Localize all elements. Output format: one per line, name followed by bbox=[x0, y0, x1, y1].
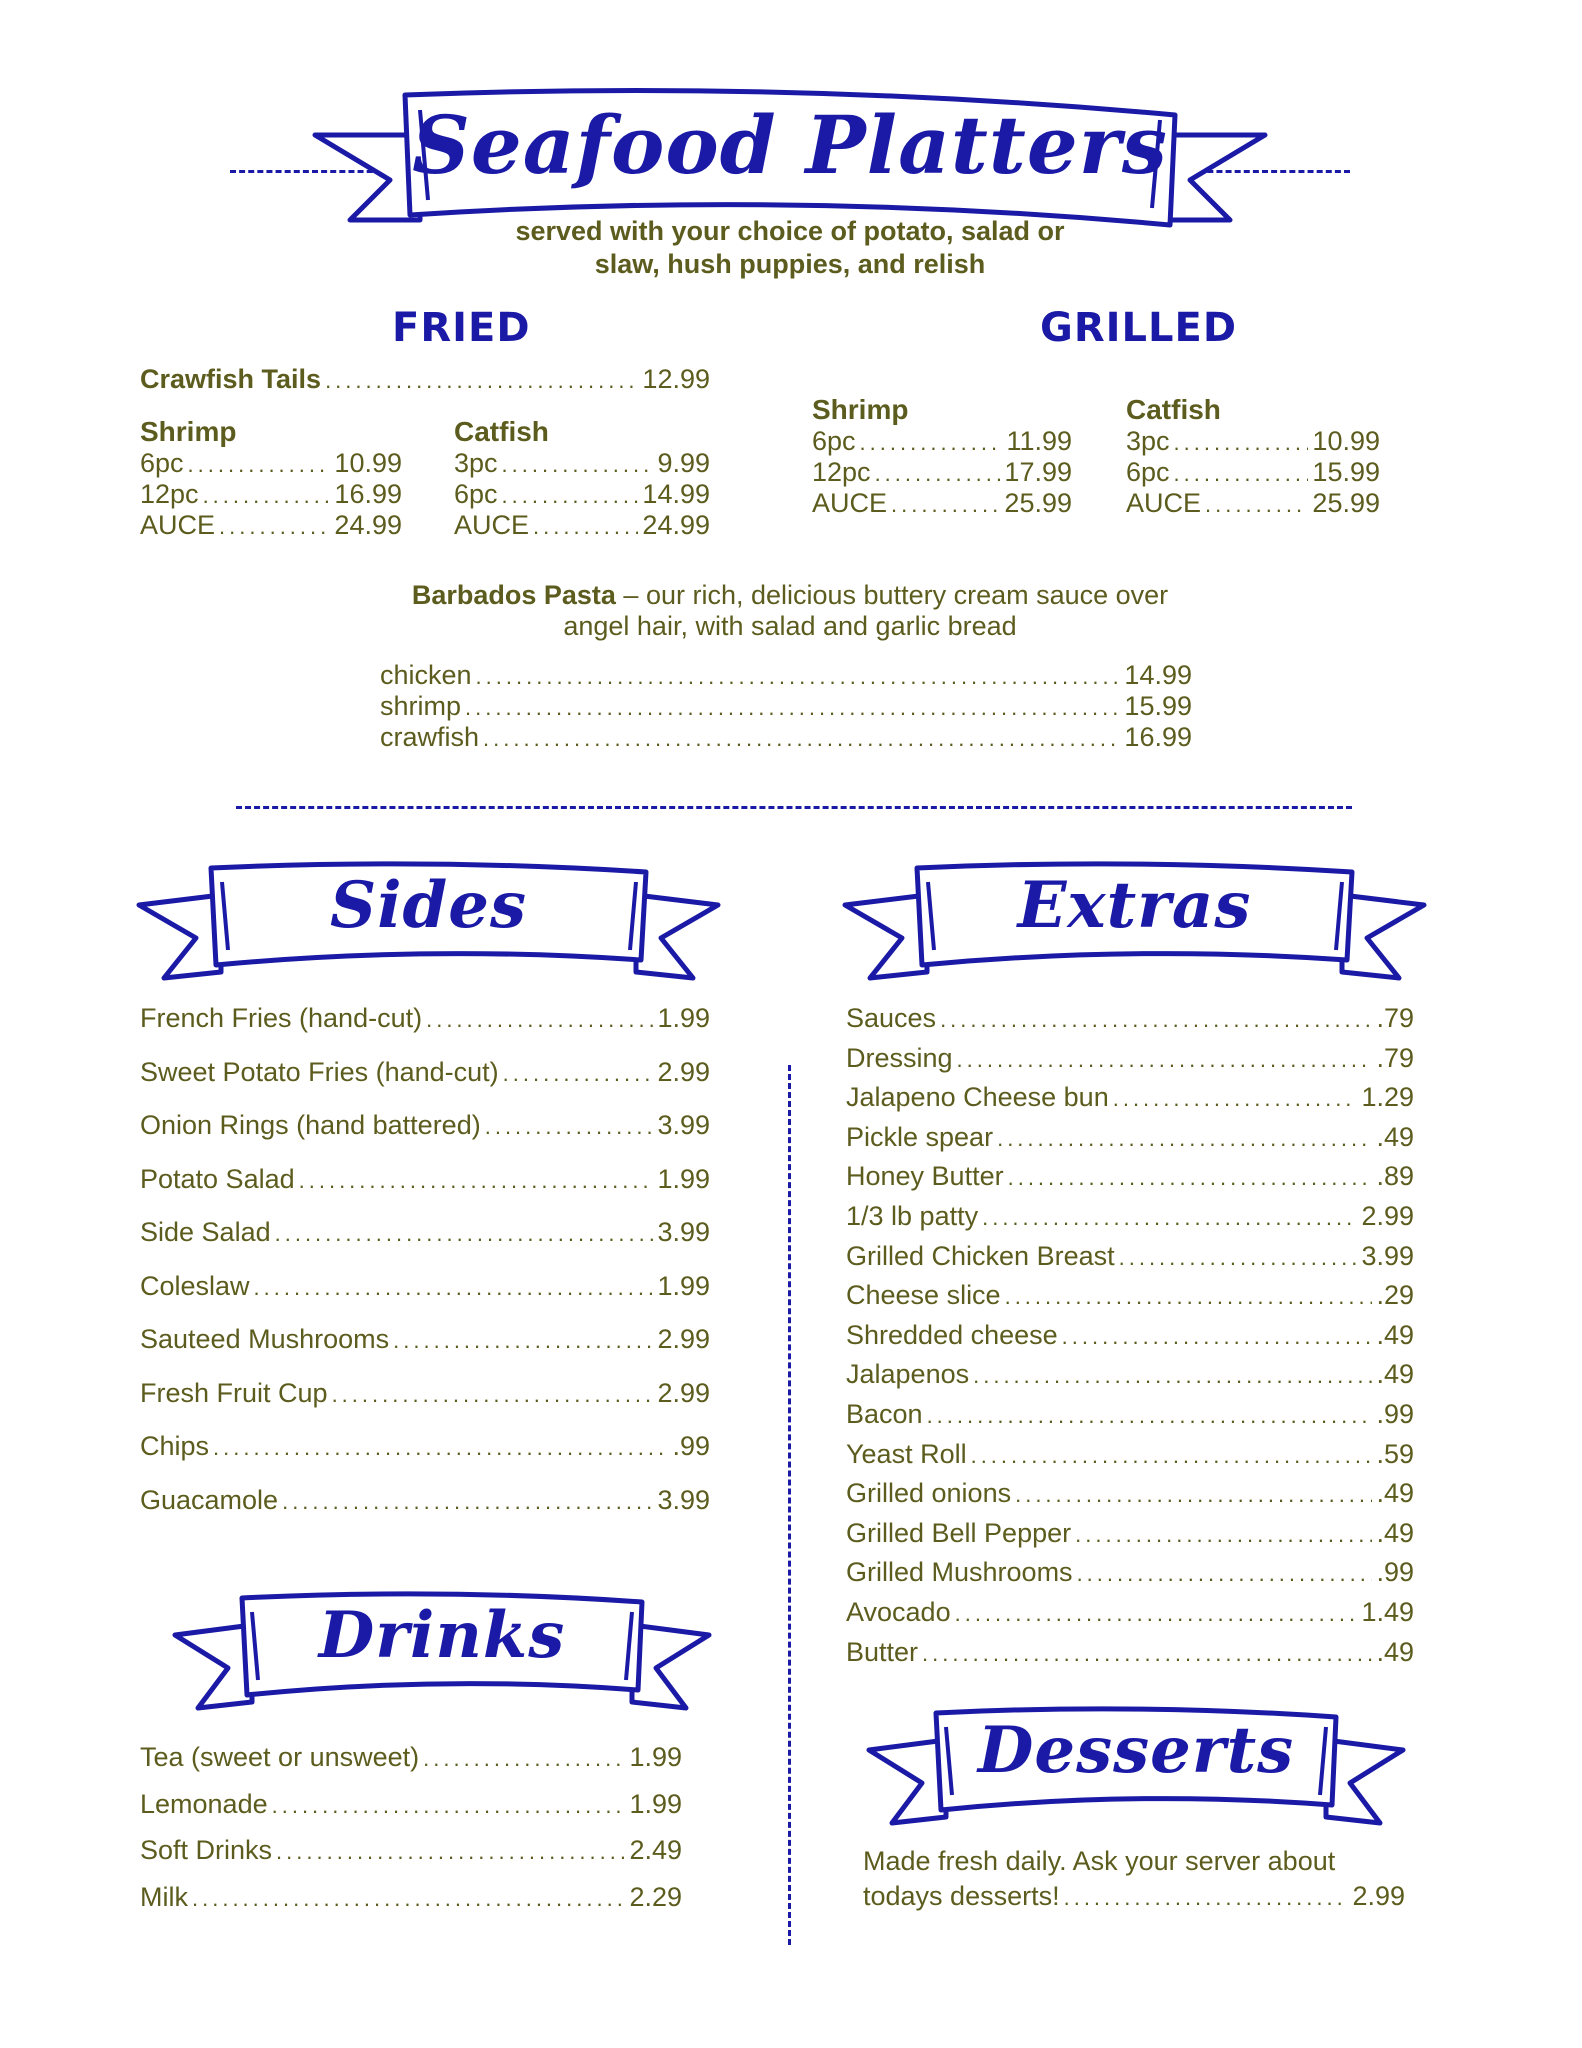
item-label: Chips bbox=[140, 1431, 210, 1461]
item-price: 10.99 bbox=[1312, 426, 1380, 456]
item-label: Bacon bbox=[846, 1398, 923, 1429]
item-price: 1.99 bbox=[629, 1788, 682, 1819]
item-label: AUCE bbox=[1126, 488, 1202, 518]
drinks-list bbox=[140, 1742, 682, 1928]
menu-row bbox=[812, 426, 1072, 457]
menu-row bbox=[454, 448, 710, 479]
menu-row bbox=[846, 1478, 1414, 1518]
dot-leader bbox=[325, 368, 638, 394]
dot-leader bbox=[483, 726, 1120, 752]
menu-row bbox=[846, 1043, 1414, 1083]
item-price: .49 bbox=[1376, 1636, 1414, 1667]
menu-row bbox=[1126, 488, 1380, 519]
item-label: Sweet Potato Fries (hand-cut) bbox=[140, 1056, 499, 1087]
dot-leader bbox=[1205, 492, 1308, 518]
grilled-shrimp-heading: Shrimp bbox=[812, 394, 909, 425]
item-price: 14.99 bbox=[642, 479, 710, 509]
item-price: 3.99 bbox=[657, 1217, 710, 1247]
dot-leader bbox=[1113, 1086, 1358, 1112]
dot-leader bbox=[1075, 1522, 1372, 1548]
item-price: 2.99 bbox=[1361, 1200, 1414, 1231]
dot-leader bbox=[423, 1746, 625, 1772]
extras-title: Extras bbox=[1017, 868, 1252, 943]
item-label: 6pc bbox=[1126, 457, 1170, 487]
menu-row bbox=[140, 1057, 710, 1111]
item-label: AUCE bbox=[812, 488, 888, 518]
item-price: 1.99 bbox=[657, 1163, 710, 1194]
desserts-price-row bbox=[863, 1881, 1405, 1912]
item-price: 3.99 bbox=[657, 1110, 710, 1140]
item-price: .49 bbox=[1376, 1478, 1414, 1509]
dot-leader bbox=[1119, 1245, 1358, 1271]
item-price: 2.29 bbox=[629, 1881, 682, 1912]
subtitle-line-2: slaw, hush puppies, and relish bbox=[594, 249, 986, 279]
menu-row bbox=[812, 488, 1072, 519]
item-price: 15.99 bbox=[1312, 457, 1380, 487]
item-price: .79 bbox=[1376, 1003, 1414, 1033]
dot-leader bbox=[203, 483, 331, 509]
subtitle-line-1: served with your choice of potato, salad or bbox=[515, 216, 1065, 246]
menu-row bbox=[380, 660, 1192, 691]
dot-leader bbox=[1015, 1482, 1372, 1508]
dot-leader bbox=[940, 1007, 1372, 1033]
menu-row bbox=[140, 1431, 710, 1485]
item-price: 1.99 bbox=[657, 1003, 710, 1033]
item-price: 3.99 bbox=[1361, 1240, 1414, 1271]
item-price: 1.29 bbox=[1361, 1082, 1414, 1113]
item-price: 2.99 bbox=[657, 1324, 710, 1354]
item-label: Potato Salad bbox=[140, 1163, 295, 1194]
drinks-banner bbox=[172, 1590, 712, 1715]
pasta-desc-line-1 bbox=[300, 580, 1280, 611]
dot-leader bbox=[891, 492, 1000, 518]
menu-row bbox=[846, 1597, 1414, 1637]
grilled-catfish-heading: Catfish bbox=[1126, 394, 1221, 425]
extras-list bbox=[846, 1003, 1414, 1676]
item-label: 6pc bbox=[812, 426, 856, 456]
item-price: .49 bbox=[1376, 1121, 1414, 1152]
dot-leader bbox=[982, 1205, 1357, 1231]
dot-leader bbox=[213, 1435, 668, 1461]
item-label: 6pc bbox=[140, 448, 184, 478]
dot-leader bbox=[426, 1007, 653, 1033]
item-price: .29 bbox=[1376, 1280, 1414, 1311]
menu-row bbox=[140, 1835, 682, 1882]
item-label: Honey Butter bbox=[846, 1161, 1004, 1192]
item-label: Soft Drinks bbox=[140, 1835, 273, 1865]
menu-row bbox=[846, 1280, 1414, 1320]
menu-row bbox=[846, 1439, 1414, 1479]
extras-banner bbox=[842, 860, 1427, 985]
fried-shrimp-group bbox=[140, 416, 402, 541]
dot-leader bbox=[1008, 1165, 1373, 1191]
item-label: Yeast Roll bbox=[846, 1438, 967, 1469]
item-price: .99 bbox=[1376, 1398, 1414, 1429]
menu-row bbox=[846, 1320, 1414, 1360]
dot-leader bbox=[1064, 1885, 1349, 1911]
item-price: 24.99 bbox=[642, 510, 710, 540]
dot-leader bbox=[957, 1047, 1373, 1073]
item-label: 3pc bbox=[1126, 426, 1170, 456]
item-price: 16.99 bbox=[1124, 722, 1192, 752]
pasta-desc-1: – our rich, delicious buttery cream sauce over bbox=[615, 580, 1169, 610]
item-price: .89 bbox=[1376, 1161, 1414, 1192]
menu-row bbox=[846, 1359, 1414, 1399]
item-label: 12pc bbox=[140, 479, 199, 509]
menu-row bbox=[846, 1518, 1414, 1558]
seafood-title: Seafood Platters bbox=[412, 98, 1168, 192]
menu-row bbox=[1126, 457, 1380, 488]
item-label: Guacamole bbox=[140, 1484, 279, 1515]
section-divider bbox=[236, 806, 1352, 809]
dot-leader bbox=[272, 1793, 626, 1819]
crawfish-tails-row bbox=[140, 364, 710, 395]
menu-row bbox=[140, 1742, 682, 1789]
item-label: French Fries (hand-cut) bbox=[140, 1003, 423, 1033]
item-label: AUCE bbox=[454, 510, 530, 540]
menu-row bbox=[454, 510, 710, 541]
pasta-desc-2: angel hair, with salad and garlic bread bbox=[563, 611, 1017, 641]
fried-catfish-group bbox=[454, 416, 710, 541]
menu-row bbox=[140, 1485, 710, 1539]
menu-row bbox=[140, 510, 402, 541]
menu-row bbox=[846, 1082, 1414, 1122]
item-price: 1.99 bbox=[657, 1270, 710, 1301]
item-label: Fresh Fruit Cup bbox=[140, 1377, 328, 1408]
item-price: 25.99 bbox=[1004, 488, 1072, 518]
item-price: .49 bbox=[1376, 1319, 1414, 1350]
menu-row bbox=[140, 1003, 710, 1057]
item-price: .99 bbox=[672, 1431, 710, 1461]
item-label: Jalapenos bbox=[846, 1359, 970, 1390]
item-label: Grilled Mushrooms bbox=[846, 1557, 1073, 1588]
item-label: Butter bbox=[846, 1636, 919, 1667]
item-label: Milk bbox=[140, 1881, 188, 1912]
dot-leader bbox=[299, 1168, 654, 1194]
menu-row bbox=[140, 1164, 710, 1218]
item-price: 16.99 bbox=[334, 479, 402, 509]
menu-row bbox=[140, 479, 402, 510]
item-label: Grilled Bell Pepper bbox=[846, 1517, 1072, 1548]
menu-row bbox=[380, 722, 1192, 753]
sides-list bbox=[140, 1003, 710, 1538]
menu-row bbox=[846, 1122, 1414, 1162]
dot-leader bbox=[254, 1275, 654, 1301]
item-label: Lemonade bbox=[140, 1788, 268, 1819]
item-label: Sauteed Mushrooms bbox=[140, 1324, 390, 1354]
desserts-line-2: todays desserts! bbox=[863, 1881, 1060, 1911]
dot-leader bbox=[219, 514, 330, 540]
item-price: 12.99 bbox=[642, 364, 710, 394]
dot-leader bbox=[393, 1328, 653, 1354]
menu-row bbox=[140, 1217, 710, 1271]
item-price: .59 bbox=[1376, 1438, 1414, 1469]
menu-row bbox=[380, 691, 1192, 722]
item-label: crawfish bbox=[380, 722, 480, 752]
dot-leader bbox=[275, 1221, 654, 1247]
item-label: 6pc bbox=[454, 479, 498, 509]
dot-leader bbox=[503, 1061, 654, 1087]
item-label: Dressing bbox=[846, 1042, 953, 1073]
menu-row bbox=[1126, 426, 1380, 457]
item-price: 10.99 bbox=[334, 448, 402, 478]
menu-row bbox=[846, 1241, 1414, 1281]
item-price: 2.49 bbox=[629, 1835, 682, 1865]
item-label: Side Salad bbox=[140, 1217, 271, 1247]
dot-leader bbox=[188, 452, 331, 478]
menu-row bbox=[140, 1378, 710, 1432]
item-label: Jalapeno Cheese bun bbox=[846, 1082, 1109, 1113]
item-price: 15.99 bbox=[1124, 691, 1192, 721]
dot-leader bbox=[332, 1382, 654, 1408]
item-price: .49 bbox=[1376, 1359, 1414, 1390]
dot-leader bbox=[276, 1839, 625, 1865]
item-label: Pickle spear bbox=[846, 1121, 994, 1152]
dot-leader bbox=[1077, 1561, 1373, 1587]
item-label: Coleslaw bbox=[140, 1270, 250, 1301]
dot-leader bbox=[465, 695, 1120, 721]
desserts-banner bbox=[866, 1705, 1406, 1830]
item-label: Shredded cheese bbox=[846, 1319, 1058, 1350]
dot-leader bbox=[860, 430, 1003, 456]
dot-leader bbox=[502, 483, 639, 509]
sides-title: Sides bbox=[329, 868, 528, 943]
item-label: AUCE bbox=[140, 510, 216, 540]
menu-row bbox=[812, 457, 1072, 488]
dot-leader bbox=[476, 664, 1121, 690]
item-price: 1.49 bbox=[1361, 1596, 1414, 1627]
item-price: .49 bbox=[1376, 1517, 1414, 1548]
item-label: Grilled onions bbox=[846, 1478, 1012, 1509]
item-price: 9.99 bbox=[657, 448, 710, 478]
fried-shrimp-heading: Shrimp bbox=[140, 416, 237, 447]
dot-leader bbox=[927, 1403, 1373, 1429]
item-price: 17.99 bbox=[1004, 457, 1072, 487]
item-price: 1.99 bbox=[629, 1742, 682, 1772]
menu-row bbox=[846, 1557, 1414, 1597]
fried-catfish-heading: Catfish bbox=[454, 416, 549, 447]
item-price: .99 bbox=[1376, 1557, 1414, 1588]
item-label: Sauces bbox=[846, 1003, 937, 1033]
item-label: Crawfish Tails bbox=[140, 364, 322, 394]
dot-leader bbox=[1062, 1324, 1373, 1350]
item-label: Avocado bbox=[846, 1596, 951, 1627]
dot-leader bbox=[997, 1126, 1372, 1152]
seafood-subtitle bbox=[380, 215, 1200, 281]
item-price: 14.99 bbox=[1124, 660, 1192, 690]
dot-leader bbox=[1005, 1284, 1373, 1310]
menu-row bbox=[140, 1324, 710, 1378]
menu-row bbox=[454, 479, 710, 510]
menu-row bbox=[846, 1637, 1414, 1677]
menu-row bbox=[846, 1161, 1414, 1201]
pasta-name: Barbados Pasta bbox=[411, 580, 616, 610]
item-label: Tea (sweet or unsweet) bbox=[140, 1742, 420, 1772]
menu-row bbox=[140, 1789, 682, 1836]
item-label: 12pc bbox=[812, 457, 871, 487]
grilled-heading: GRILLED bbox=[1040, 305, 1238, 351]
dot-leader bbox=[971, 1443, 1373, 1469]
item-price: 25.99 bbox=[1312, 488, 1380, 518]
item-price: 24.99 bbox=[334, 510, 402, 540]
item-label: Onion Rings (hand battered) bbox=[140, 1110, 481, 1140]
item-price: 3.99 bbox=[657, 1484, 710, 1515]
column-divider bbox=[788, 1065, 791, 1945]
desserts-line-1: Made fresh daily. Ask your server about bbox=[863, 1846, 1336, 1876]
menu-row bbox=[140, 448, 402, 479]
dot-leader bbox=[192, 1886, 625, 1912]
dot-leader bbox=[502, 452, 654, 478]
menu-row bbox=[140, 1110, 710, 1164]
item-price: 11.99 bbox=[1006, 426, 1072, 456]
dot-leader bbox=[282, 1489, 653, 1515]
fried-heading: FRIED bbox=[392, 305, 531, 351]
dot-leader bbox=[922, 1641, 1372, 1667]
menu-row bbox=[846, 1003, 1414, 1043]
item-label: Grilled Chicken Breast bbox=[846, 1240, 1115, 1271]
grilled-shrimp-group bbox=[812, 394, 1072, 519]
menu-row bbox=[140, 1271, 710, 1325]
dot-leader bbox=[485, 1114, 654, 1140]
desserts-price: 2.99 bbox=[1352, 1881, 1405, 1911]
item-price: 2.99 bbox=[657, 1377, 710, 1408]
desserts-text bbox=[863, 1846, 1418, 1912]
dot-leader bbox=[875, 461, 1001, 487]
item-label: chicken bbox=[380, 660, 472, 690]
pasta-prices bbox=[380, 660, 1192, 753]
item-price: .79 bbox=[1376, 1042, 1414, 1073]
drinks-title: Drinks bbox=[318, 1598, 566, 1673]
dot-leader bbox=[1174, 430, 1309, 456]
item-label: Cheese slice bbox=[846, 1280, 1001, 1311]
menu-row bbox=[140, 1882, 682, 1929]
item-label: 3pc bbox=[454, 448, 498, 478]
dot-leader bbox=[1174, 461, 1309, 487]
dot-leader bbox=[973, 1363, 1372, 1389]
menu-row bbox=[846, 1399, 1414, 1439]
dot-leader bbox=[533, 514, 638, 540]
item-price: 2.99 bbox=[657, 1056, 710, 1087]
menu-row bbox=[846, 1201, 1414, 1241]
pasta-description bbox=[300, 580, 1280, 642]
item-label: shrimp bbox=[380, 691, 462, 721]
grilled-catfish-group bbox=[1126, 394, 1380, 519]
item-label: 1/3 lb patty bbox=[846, 1200, 979, 1231]
sides-banner bbox=[136, 860, 721, 985]
desserts-title: Desserts bbox=[977, 1713, 1295, 1788]
dot-leader bbox=[955, 1601, 1358, 1627]
